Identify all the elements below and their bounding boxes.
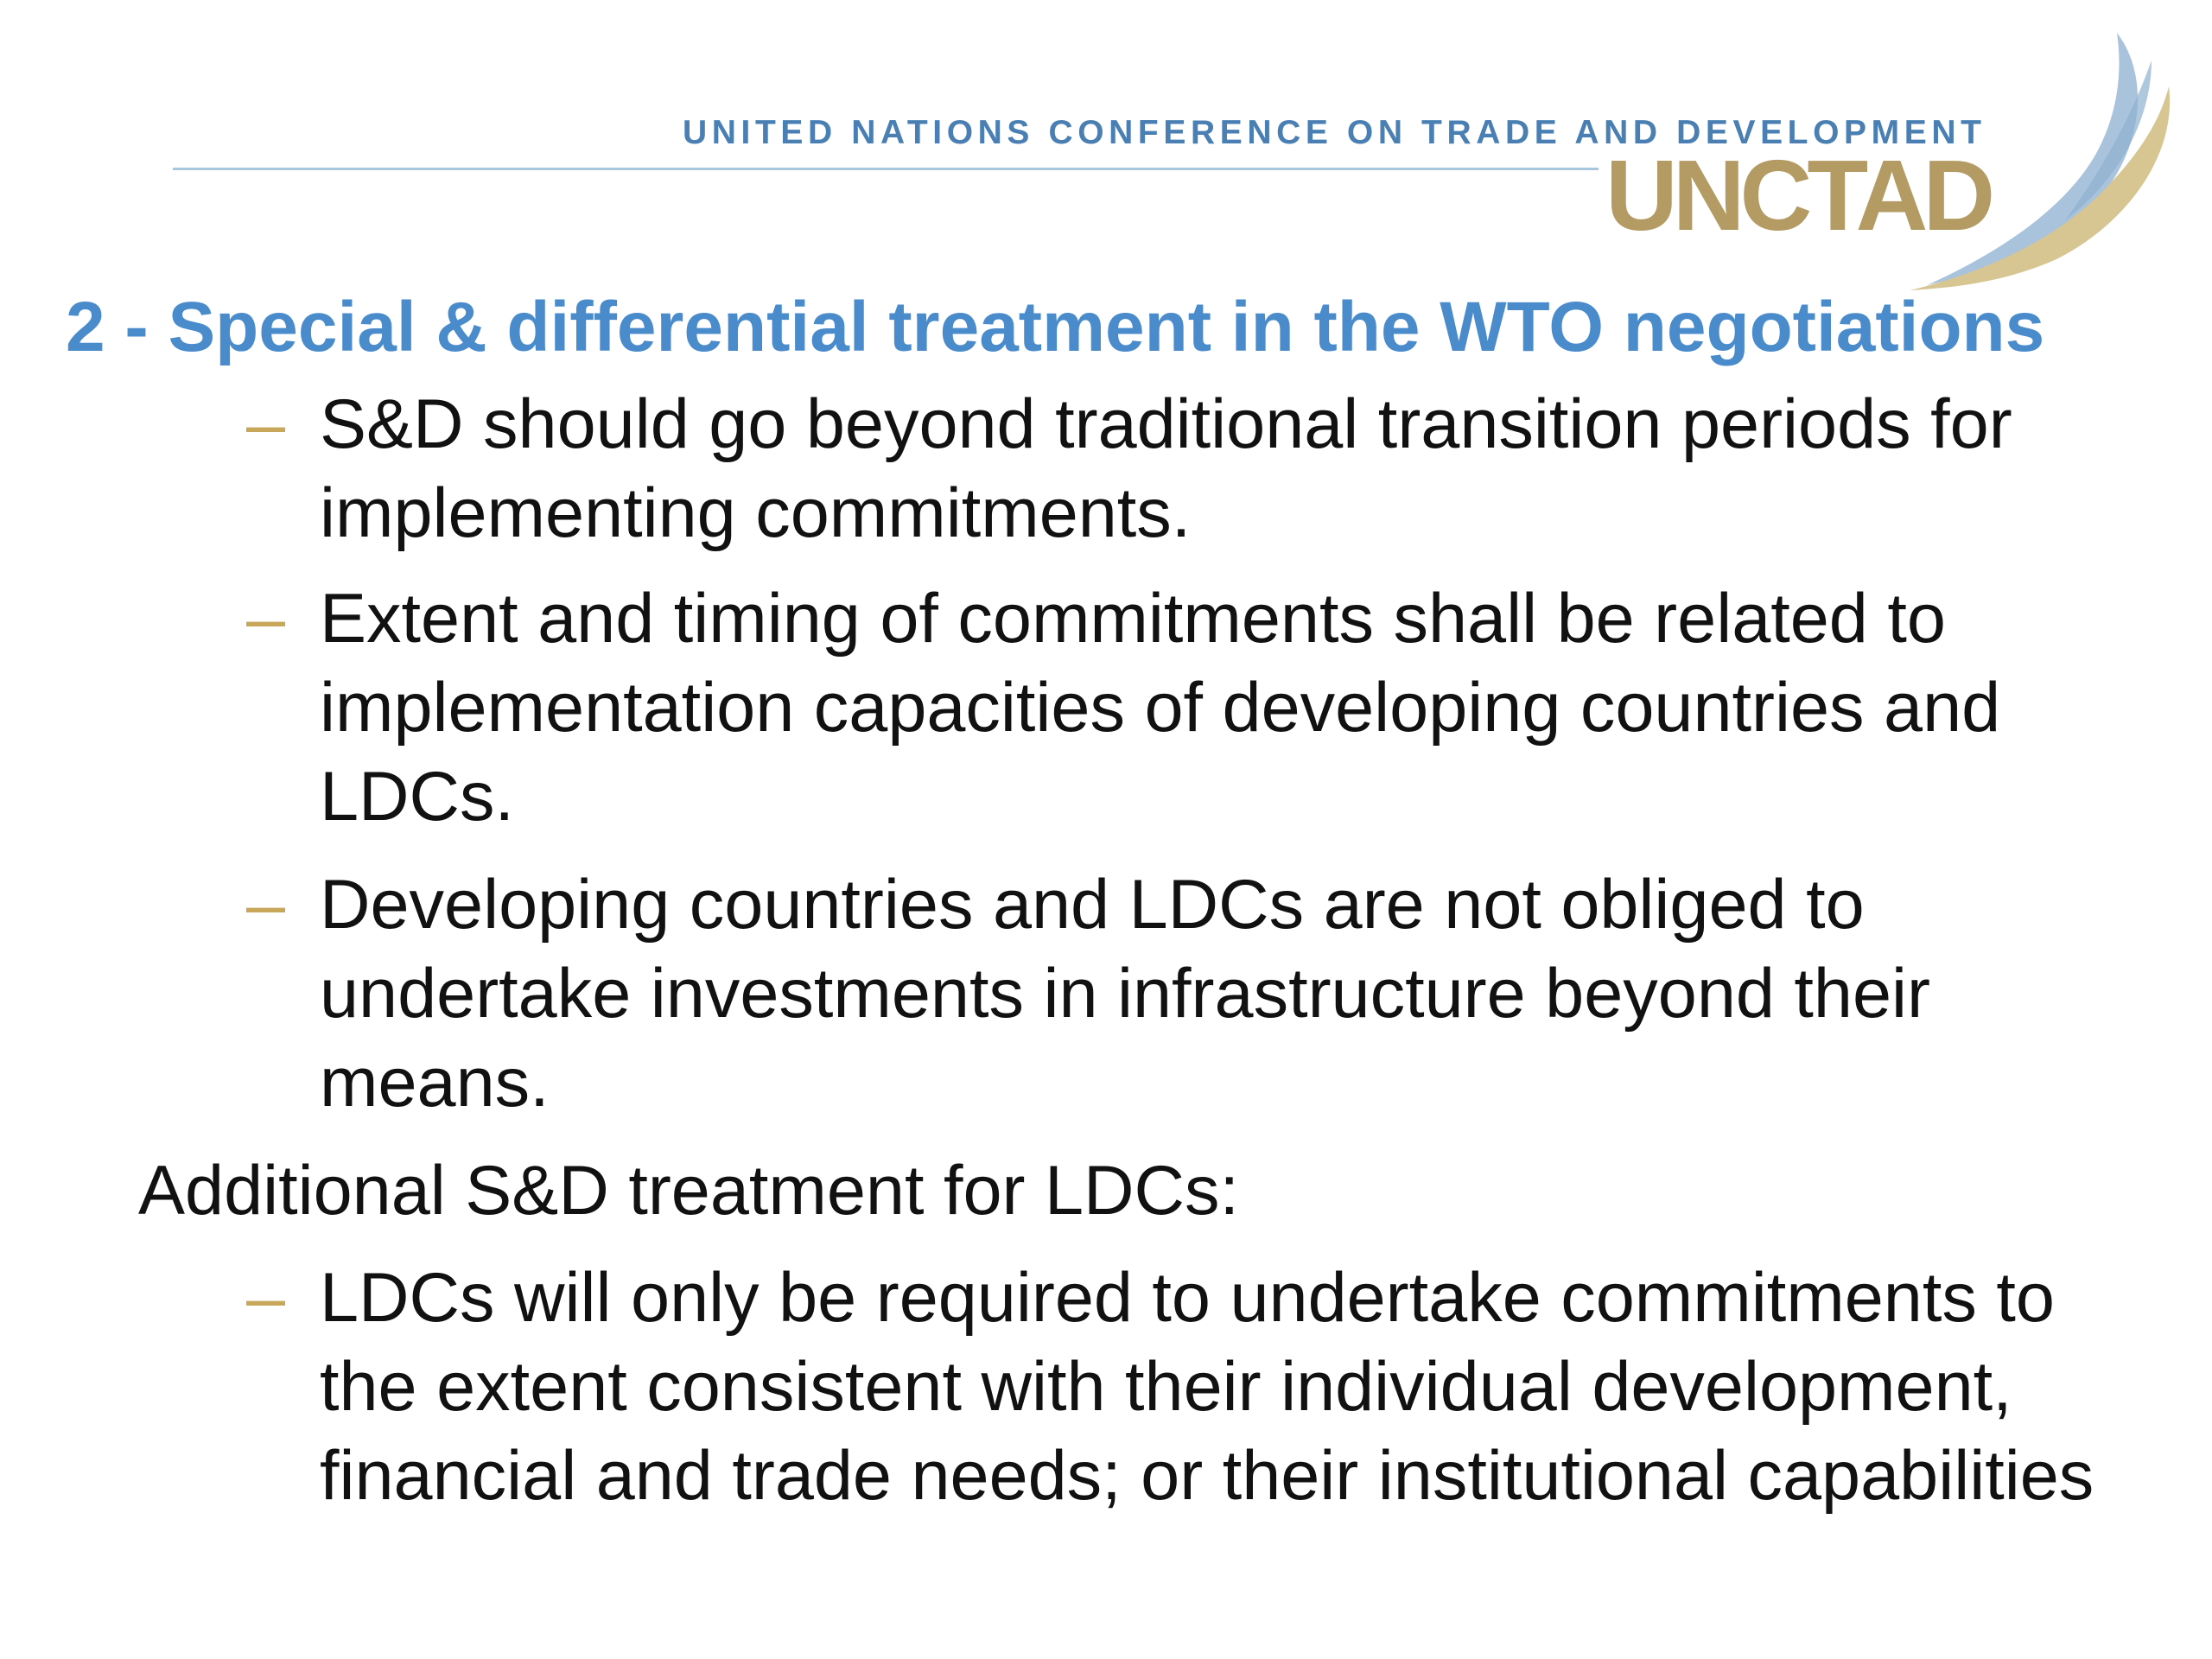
slide-title: 2 - Special & differential treatment in the WTO negotiations (66, 288, 2045, 366)
bullet-extent-timing: Extent and timing of commitments shall be related to implementation capacities of developing countries and LDCs. (320, 580, 2001, 836)
bullet-dash: – (246, 580, 286, 658)
bullet-infrastructure: Developing countries and LDCs are not obliged to undertake investments in infrastructure beyond their means. (320, 866, 1930, 1122)
bullet-dash: – (246, 385, 286, 463)
bullet-ldc-commitments: LDCs will only be required to undertake commitments to the extent consistent with their individual development, financial and trade needs; or their institutional capabilities (320, 1259, 2094, 1515)
ldc-subheading: Additional S&D treatment for LDCs: (138, 1152, 1240, 1230)
unctad-logo: UNCTAD (1605, 139, 1991, 251)
organization-name: UNITED NATIONS CONFERENCE ON TRADE AND DEVELOPMENT (683, 114, 1986, 151)
bullet-transition-periods: S&D should go beyond traditional transition periods for implementing commitments. (320, 385, 2012, 552)
bullet-dash: – (246, 866, 286, 944)
bullet-dash: – (246, 1259, 286, 1337)
header-divider (173, 168, 1599, 170)
